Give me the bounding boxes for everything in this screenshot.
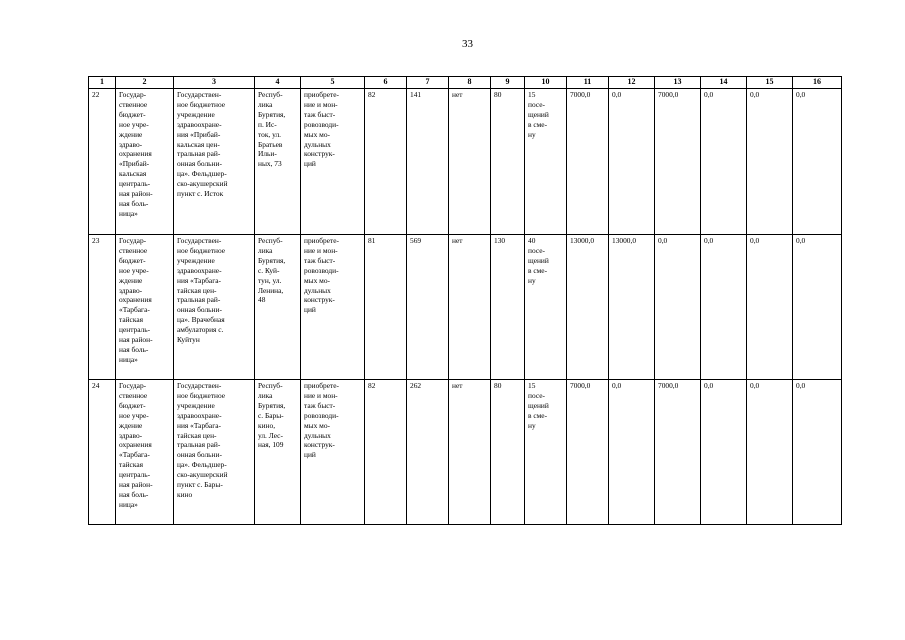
amount-cell: 0,0 [701, 235, 747, 380]
column-header: 9 [491, 77, 525, 89]
page-number: 33 [462, 38, 473, 50]
column-header: 6 [365, 77, 407, 89]
column-header: 13 [655, 77, 701, 89]
amount-cell: 13000,0 [609, 235, 655, 380]
column-header: 7 [407, 77, 449, 89]
column-header: 10 [525, 77, 567, 89]
row-number: 23 [89, 235, 116, 380]
facility-cell: Государствен- ное бюджетное учреждение здравоохране- ния «Прибай- кальская цен- тральная рай- онная больни- ца». Фельдшер- ско-акушерский пункт с. Исток [174, 89, 255, 235]
table-cell: нет [449, 89, 491, 235]
amount-cell: 0,0 [701, 89, 747, 235]
amount-cell: 0,0 [655, 235, 701, 380]
amount-cell: 7000,0 [655, 89, 701, 235]
column-header: 1 [89, 77, 116, 89]
table-cell: 82 [365, 89, 407, 235]
column-header: 11 [567, 77, 609, 89]
column-header: 12 [609, 77, 655, 89]
column-header: 3 [174, 77, 255, 89]
table-row [89, 89, 842, 235]
amount-cell: 0,0 [793, 89, 842, 235]
amount-cell: 7000,0 [567, 89, 609, 235]
table-row [89, 235, 842, 380]
address-cell: Респуб- лика Бурятия, п. Ис- ток, ул. Братьев Ильи- ных, 73 [255, 89, 301, 235]
capacity-cell: 15 посе- щений в сме- ну [525, 380, 567, 525]
facilities-table [88, 76, 842, 525]
amount-cell: 0,0 [609, 380, 655, 525]
table-cell: 81 [365, 235, 407, 380]
table-cell: нет [449, 380, 491, 525]
column-header: 8 [449, 77, 491, 89]
facility-cell: Государствен- ное бюджетное учреждение здравоохране- ния «Тарбага- тайская цен- тральная рай- онная больни- ца». Фельдшер- ско-акушерский пункт с. Бары- кино [174, 380, 255, 525]
table-cell: нет [449, 235, 491, 380]
amount-cell: 0,0 [747, 235, 793, 380]
activity-cell: приобрете- ние и мон- таж быст- ровозводи- мых мо- дульных конструк- ций [301, 235, 365, 380]
column-header: 14 [701, 77, 747, 89]
institution-cell: Государ- ственное бюджет- ное учре- ждение здраво- охранения «Тарбага- тайская централь- ная район- ная боль- ница» [116, 235, 174, 380]
amount-cell: 0,0 [609, 89, 655, 235]
amount-cell: 0,0 [747, 380, 793, 525]
column-header: 2 [116, 77, 174, 89]
amount-cell: 0,0 [793, 380, 842, 525]
institution-cell: Государ- ственное бюджет- ное учре- ждение здраво- охранения «Тарбага- тайская централь- ная район- ная боль- ница» [116, 380, 174, 525]
amount-cell: 13000,0 [567, 235, 609, 380]
activity-cell: приобрете- ние и мон- таж быст- ровозводи- мых мо- дульных конструк- ций [301, 89, 365, 235]
table-row [89, 380, 842, 525]
capacity-cell: 15 посе- щений в сме- ну [525, 89, 567, 235]
amount-cell: 0,0 [793, 235, 842, 380]
header-row [89, 77, 842, 89]
row-number: 24 [89, 380, 116, 525]
column-header: 5 [301, 77, 365, 89]
institution-cell: Государ- ственное бюджет- ное учре- ждение здраво- охранения «Прибай- кальская централь- ная район- ная боль- ница» [116, 89, 174, 235]
column-header: 4 [255, 77, 301, 89]
column-header: 15 [747, 77, 793, 89]
capacity-cell: 40 посе- щений в сме- ну [525, 235, 567, 380]
amount-cell: 0,0 [747, 89, 793, 235]
table-cell: 80 [491, 89, 525, 235]
activity-cell: приобрете- ние и мон- таж быст- ровозводи- мых мо- дульных конструк- ций [301, 380, 365, 525]
amount-cell: 0,0 [701, 380, 747, 525]
amount-cell: 7000,0 [655, 380, 701, 525]
column-header: 16 [793, 77, 842, 89]
address-cell: Респуб- лика Бурятия, с. Бары- кино, ул. Лес- ная, 109 [255, 380, 301, 525]
address-cell: Респуб- лика Бурятия, с. Куй- тун, ул. Ленина, 48 [255, 235, 301, 380]
row-number: 22 [89, 89, 116, 235]
table-cell: 80 [491, 380, 525, 525]
table-cell: 569 [407, 235, 449, 380]
facility-cell: Государствен- ное бюджетное учреждение здравоохране- ния «Тарбага- тайская цен- тральная рай- онная больни- ца». Врачебная амбулатория с. Куйтун [174, 235, 255, 380]
amount-cell: 7000,0 [567, 380, 609, 525]
table-cell: 130 [491, 235, 525, 380]
table-cell: 82 [365, 380, 407, 525]
table-cell: 262 [407, 380, 449, 525]
table-cell: 141 [407, 89, 449, 235]
